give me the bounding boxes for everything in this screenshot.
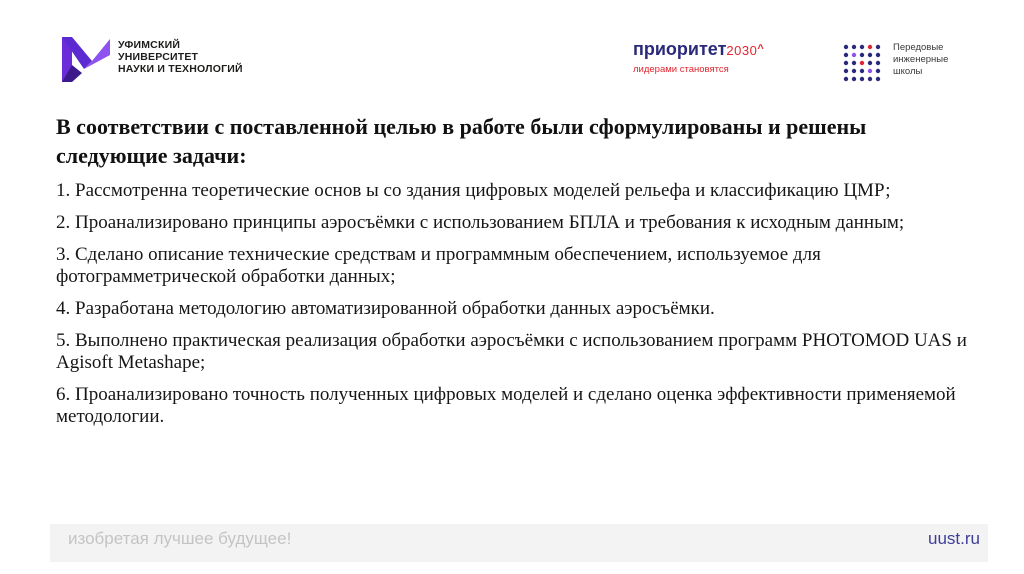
task-item: 4. Разработана методологию автоматизированной обработки данных аэросъёмки.	[56, 298, 715, 319]
slide-footer	[50, 524, 988, 562]
task-item: 5. Выполнено практическая реализация обработки аэросъёмки с использованием программ PHOTOMOD UAS и Agisoft Metashape;	[56, 330, 967, 373]
priority-year: 2030	[726, 43, 758, 58]
engineering-schools-label	[893, 42, 948, 78]
footer-website-link[interactable]: uust.ru	[928, 529, 980, 548]
task-list	[56, 180, 986, 438]
university-name-line: УНИВЕРСИТЕТ	[118, 51, 199, 63]
slide-heading: В соответствии с поставленной целью в работе были сформулированы и решены следующие задачи:	[56, 114, 867, 168]
footer-slogan: изобретая лучшее будущее!	[68, 529, 292, 548]
university-name-line: НАУКИ И ТЕХНОЛОГИЙ	[118, 63, 243, 75]
engineering-schools-line: школы	[893, 66, 923, 77]
priority-word: приоритет	[633, 39, 727, 59]
university-name-line: УФИМСКИЙ	[118, 39, 181, 51]
uust-logo-icon	[62, 37, 110, 82]
priority-caret: ^	[757, 43, 764, 55]
task-item: 3. Сделано описание технические средствам и программным обеспечением, используемое для фотограмметрической обработки данных;	[56, 244, 821, 287]
engineering-schools-dots-icon	[842, 43, 882, 83]
engineering-schools-line: Передовые	[893, 42, 944, 53]
priority-2030-logo	[633, 39, 764, 75]
priority-title	[633, 39, 764, 61]
priority-subtitle: лидерами становятся	[633, 64, 729, 75]
engineering-schools-line: инженерные	[893, 54, 949, 65]
university-name	[118, 39, 243, 75]
task-item: 6. Проанализировано точность полученных цифровых моделей и сделано оценка эффективности применяемой методологии.	[56, 384, 956, 427]
task-item: 1. Рассмотренна теоретические основ ы со здания цифровых моделей рельефа и классификацию ЦМР;	[56, 180, 891, 201]
task-item: 2. Проанализировано принципы аэросъёмки с использованием БПЛА и требования к исходным данным;	[56, 212, 905, 233]
